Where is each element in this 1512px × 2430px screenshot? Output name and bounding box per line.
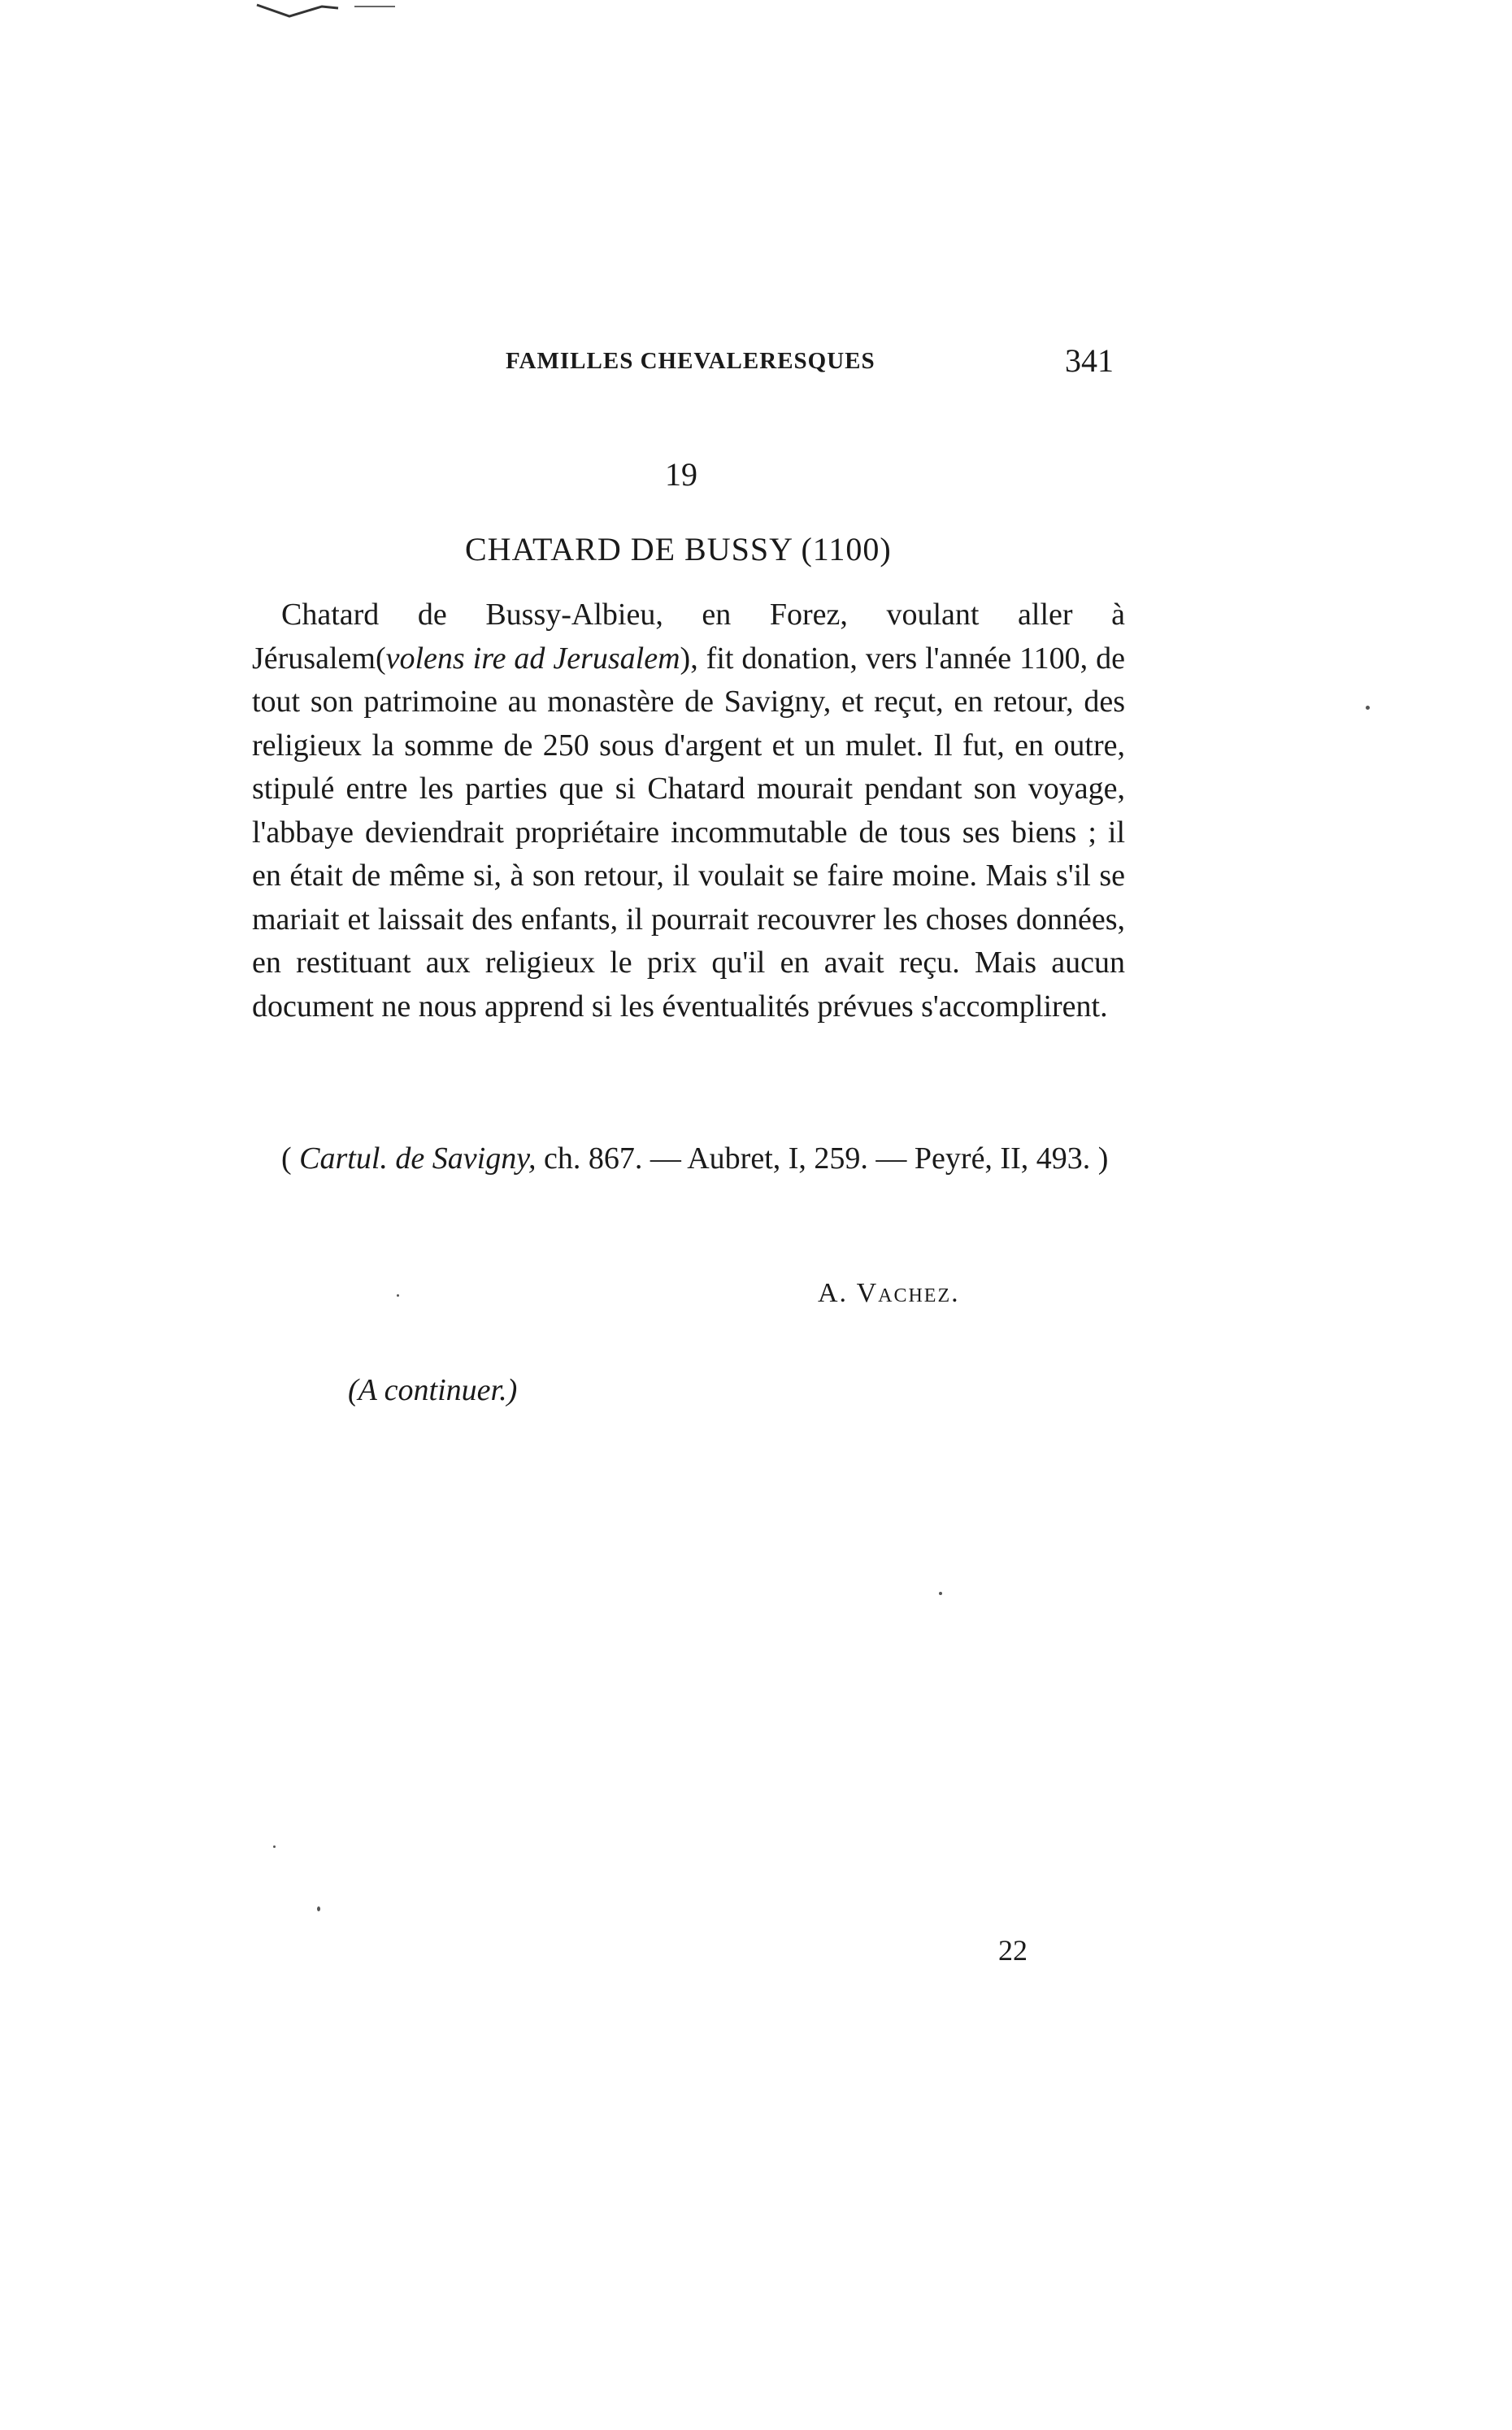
body-paragraph (252, 593, 1125, 1028)
continuation-note (348, 1372, 517, 1408)
printer-signature-mark: 22 (998, 1934, 1028, 1967)
scan-artifact-mark (232, 0, 403, 33)
paragraph-part-1: Chatard de Bussy-Albieu, en Forez, voulant aller à Jérusalem( (252, 598, 1125, 676)
continuation-text: (A continuer.) (348, 1373, 518, 1407)
citation-rest: ch. 867. — Aubret, I, 259. — Peyré, II, 493. ) (536, 1141, 1109, 1176)
author-signature (818, 1278, 960, 1309)
paragraph-part-2: ), fit donation, vers l'année 1100, de tout son patrimoine au monastère de Savigny, et reçut, en retour, des religieux la somme de 250 sous d'argent et un mulet. Il fut, en outre, stipulé entre les parties que si Chatard mourait pendant son voyage, l'abbaye deviendrait propriétaire incommutable de tous ses biens ; il en était de même si, à son retour, il voulait se faire moine. Mais s'il se mariait et laissait des enfants, il pourrait recouvrer les choses données, en restituant aux religieux le prix qu'il en avait reçu. Mais aucun document ne nous apprend si les éventualités prévues s'accomplirent. (252, 641, 1125, 1024)
section-number: 19 (665, 456, 697, 493)
page-number: 341 (1065, 342, 1114, 379)
scan-speck (939, 1592, 942, 1595)
citation-open: ( (281, 1141, 300, 1176)
author-name: Vachez. (856, 1278, 960, 1308)
scan-speck (317, 1906, 320, 1911)
section-title: CHATARD DE BUSSY (1100) (465, 531, 892, 567)
scan-speck (273, 1845, 276, 1848)
scan-speck (1366, 706, 1370, 710)
latin-phrase: volens ire ad Jerusalem (385, 641, 680, 676)
author-initial: A. (818, 1278, 857, 1308)
citation (252, 1137, 1125, 1180)
citation-source: Cartul. de Savigny, (299, 1141, 537, 1176)
running-head: FAMILLES CHEVALERESQUES (506, 348, 875, 374)
scan-speck (397, 1294, 399, 1297)
